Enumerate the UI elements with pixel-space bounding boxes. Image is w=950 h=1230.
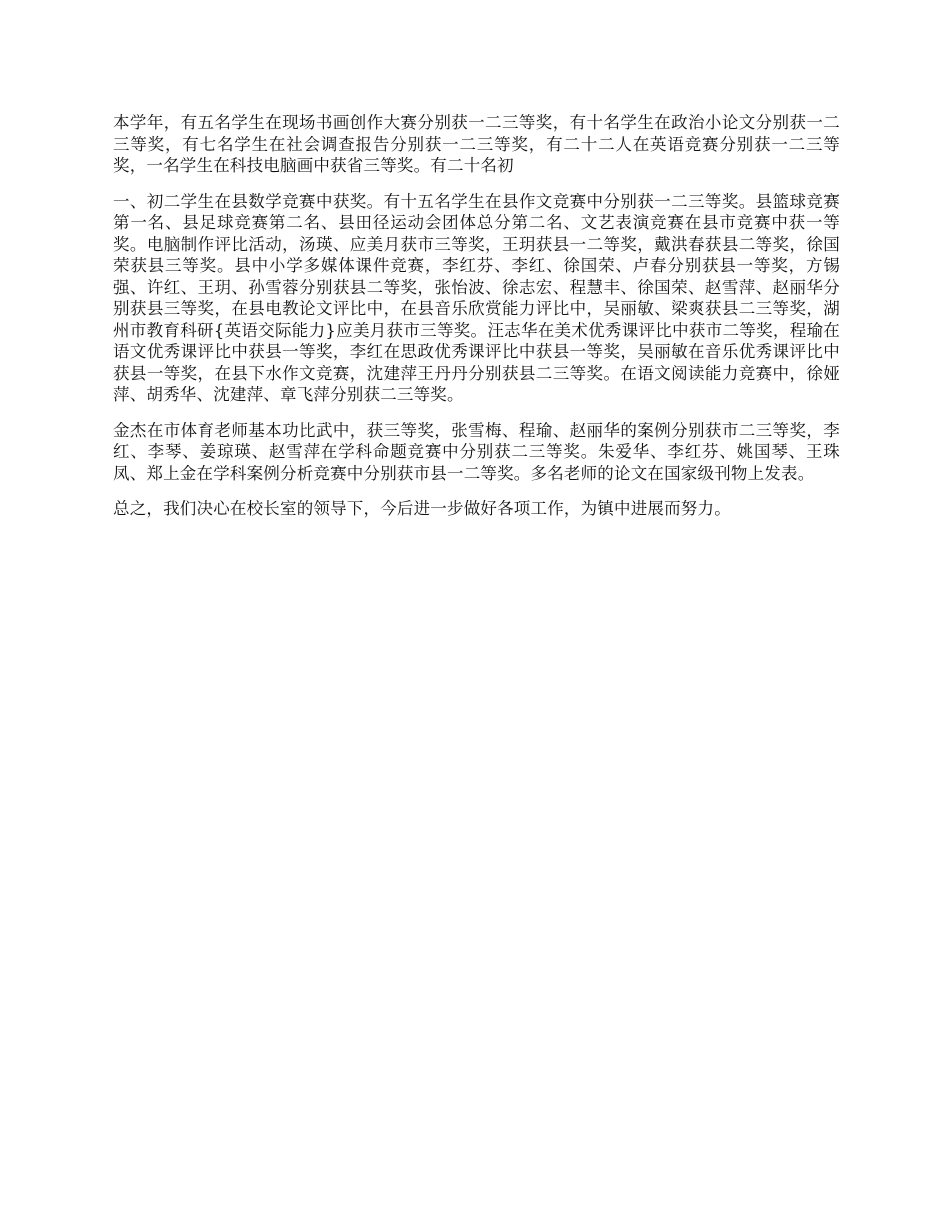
paragraph-conclusion: 总之，我们决心在校长室的领导下，今后进一步做好各项工作，为镇中进展而努力。: [113, 499, 731, 518]
paragraph-awards-students: 本学年，有五名学生在现场书画创作大赛分别获一二三等奖，有十名学生在政治小论文分别获一二三等奖，有七名学生在社会调查报告分别获一二三等奖，有二十二人在英语竞赛分别获一二三等奖，一名学生在科技电脑画中获省三等奖。有二十名初: [113, 113, 840, 175]
paragraph-awards-competitions: 一、初二学生在县数学竞赛中获奖。有十五名学生在县作文竞赛中分别获一二三等奖。县篮球竞赛第一名、县足球竞赛第二名、县田径运动会团体总分第二名、文艺表演竞赛在县市竞赛中获一等奖。电脑制作评比活动，汤瑛、应美月获市三等奖，王玥获县一二等奖，戴洪春获县二等奖，徐国荣获县三等奖。县中小学多媒体课件竞赛，李红芬、李红、徐国荣、卢春分别获县一等奖，方锡强、许红、王玥、孙雪蓉分别获县二等奖，张怡波、徐志宏、程慧丰、徐国荣、赵雪萍、赵丽华分别获县三等奖，在县电教论文评比中，在县音乐欣赏能力评比中，吴丽敏、梁爽获县二三等奖，湖州市教育科研{英语交际能力}应美月获市三等奖。汪志华在美术优秀课评比中获市二等奖，程瑜在语文优秀课评比中获县一等奖，李红在思政优秀课评比中获县一等奖，吴丽敏在音乐优秀课评比中获县一等奖，在县下水作文竞赛，沈建萍王丹丹分别获县二三等奖。在语文阅读能力竞赛中，徐娅萍、胡秀华、沈建萍、章飞萍分别获二三等奖。: [113, 191, 840, 404]
paragraph-awards-teachers: 金杰在市体育老师基本功比武中，获三等奖，张雪梅、程瑜、赵丽华的案例分别获市二三等奖，李红、李琴、姜琼瑛、赵雪萍在学科命题竞赛中分别获二三等奖。朱爱华、李红芬、姚国琴、王珠凤、郑上金在学科案例分析竞赛中分别获市县一二等奖。多名老师的论文在国家级刊物上发表。: [113, 420, 840, 483]
document-page: [113, 112, 840, 534]
